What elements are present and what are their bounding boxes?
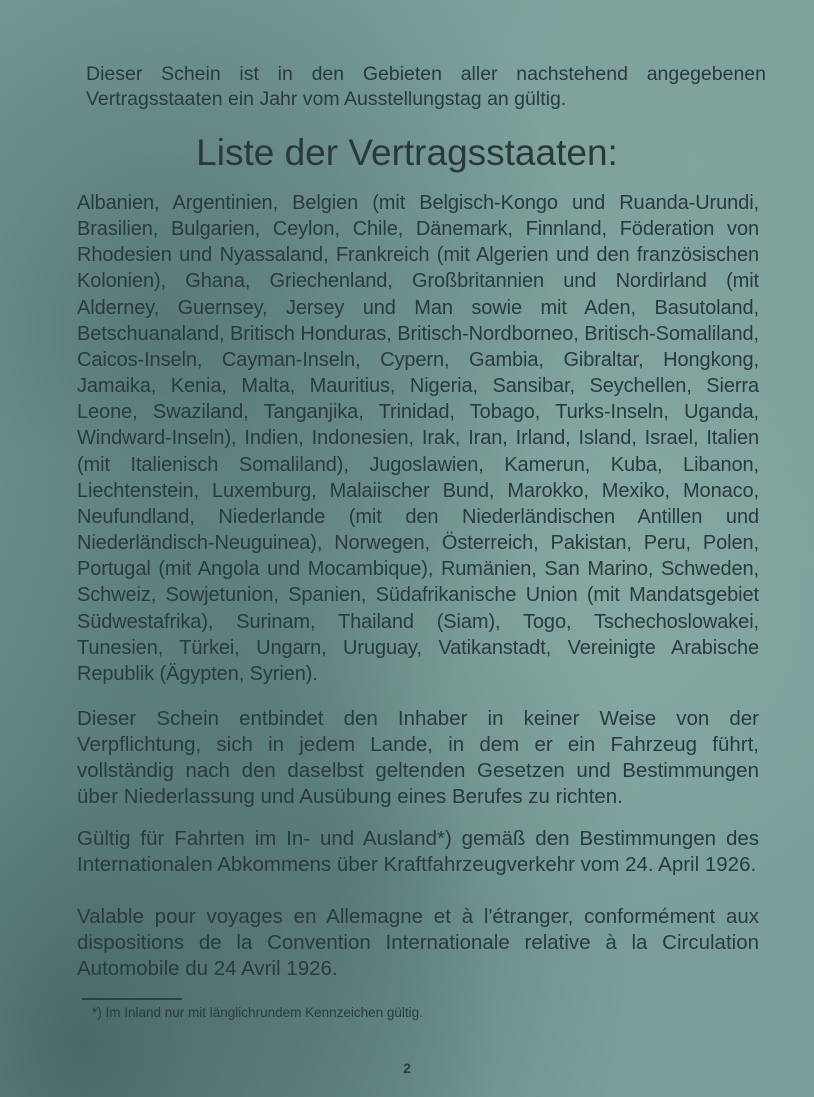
page-number: 2 [403,1060,411,1076]
footnote-divider [82,998,182,1000]
validity-intro: Dieser Schein ist in den Gebieten aller nachstehend angegebenen Vertragsstaaten ein Jahr vom Ausstellungstag an gültig. [86,63,766,110]
validity-paragraph-french: Valable pour voyages en Allemagne et à l'étranger, conformément aux dispositions de la Convention Internationale relative à la Circulation Automobile du 24 Avril 1926. [77,905,759,980]
footnote: *) Im Inland nur mit länglichrundem Kennzeichen gültig. [92,1005,423,1020]
obligation-paragraph: Dieser Schein entbindet den Inhaber in keiner Weise von der Verpflichtung, sich in jedem Lande, in dem er ein Fahrzeug führt, vollständig nach den daselbst geltenden Gesetzen und Bestimmungen über Niederlassung und Ausübung eines Berufes zu richten. [77,707,759,808]
page-title: Liste der Vertragsstaaten: [196,132,618,173]
validity-paragraph-german: Gültig für Fahrten im In- und Ausland*) gemäß den Bestimmungen des Internationalen Abkommens über Kraftfahrzeugverkehr vom 24. April 1926. [77,827,759,876]
contracting-states-list: Albanien, Argentinien, Belgien (mit Belgisch-Kongo und Ruanda-Urundi, Brasilien, Bulgarien, Ceylon, Chile, Dänemark, Finnland, Föderation von Rhodesien und Nyassaland, Frankreich (mit Algerien und den französischen Kolonien), Ghana, Griechenland, Großbritannien und Nordirland (mit Alderney, Guernsey, Jersey und Man sowie mit Aden, Basutoland, Betschuanaland, Britisch Honduras, Britisch-Nordborneo, Britisch-Somaliland, Caicos-Inseln, Cayman-Inseln, Cypern, Gambia, Gibraltar, Hongkong, Jamaika, Kenia, Malta, Mauritius, Nigeria, Sansibar, Seychellen, Sierra Leone, Swaziland, Tanganjika, Trinidad, Tobago, Turks-Inseln, Uganda, Windward-Inseln), Indien, Indonesien, Irak, Iran, Irland, Island, Israel, Italien (mit Italienisch Somaliland), Jugoslawien, Kamerun, Kuba, Libanon, Liechtenstein, Luxemburg, Malaiischer Bund, Marokko, Mexiko, Monaco, Neufundland, Niederlande (mit den Niederländischen Antillen und Niederländisch-Neuguinea), Norwegen, Österreich, Pakistan, Peru, Polen, Portugal (mit Angola und Mocambique), Rumänien, San Marino, Schweden, Schweiz, Sowjetunion, Spanien, Südafrikanische Union (mit Mandatsgebiet Südwestafrika), Surinam, Thailand (Siam), Togo, Tschechoslowakei, Tunesien, Türkei, Ungarn, Uruguay, Vatikanstadt, Vereinigte Arabische Republik (Ägypten, Syrien). [77,192,759,685]
